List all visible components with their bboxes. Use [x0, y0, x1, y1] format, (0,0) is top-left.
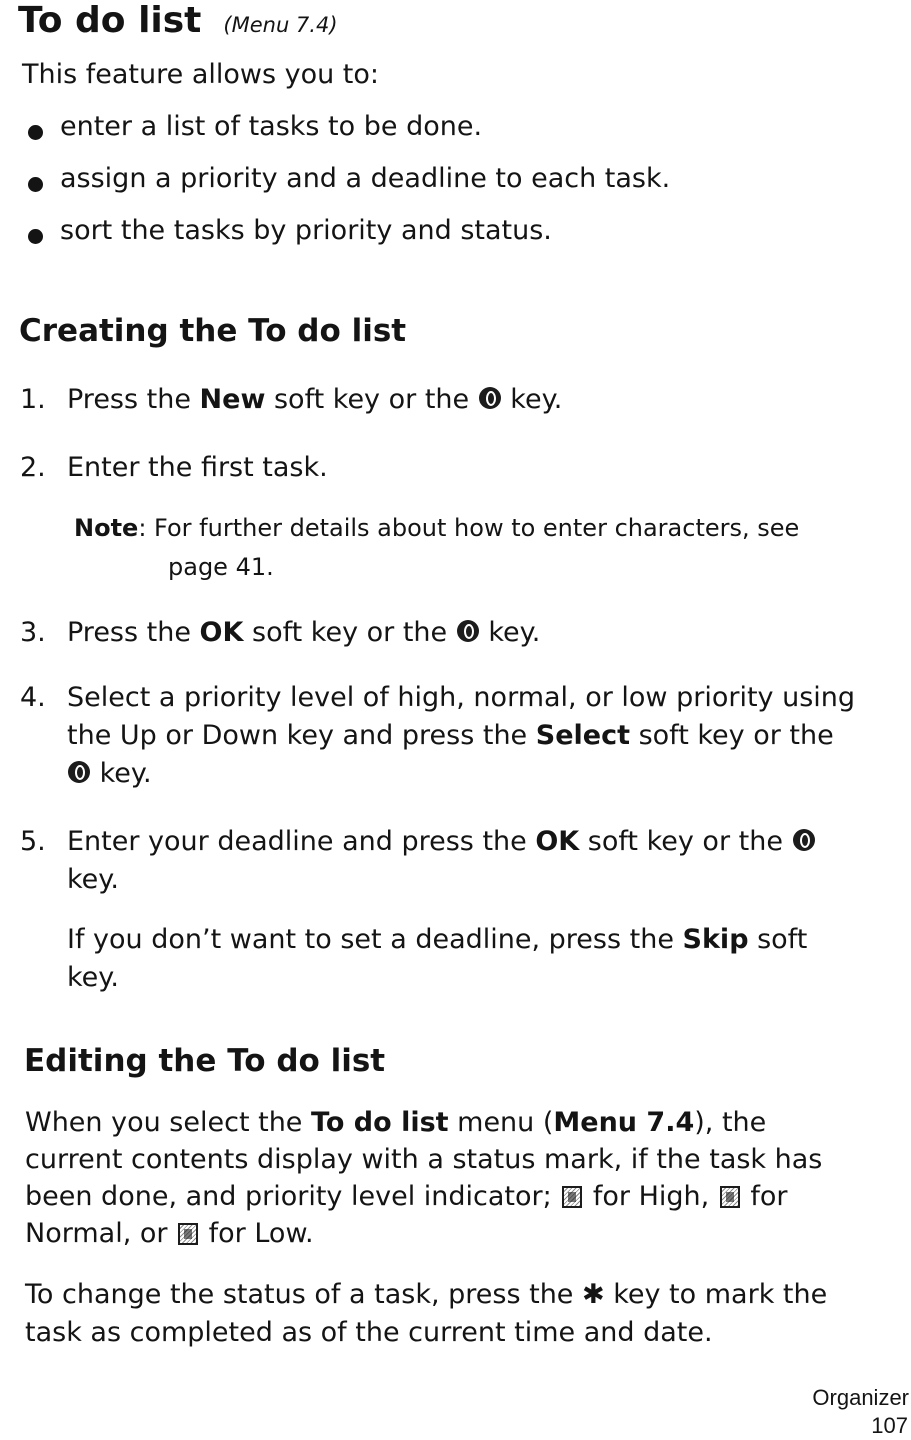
bullet-item: enter a list of tasks to be done. — [60, 111, 483, 142]
priority-normal-icon — [720, 1186, 740, 1208]
bullet-dot — [28, 177, 43, 192]
step-5-text: Enter your deadline and press the OK soft key or the — [67, 826, 816, 857]
step-4-text: Select a priority level of high, normal, or low priority using — [67, 682, 856, 713]
priority-low-icon — [178, 1223, 198, 1245]
step-number: 3. — [20, 617, 46, 648]
step-4-text-end: key. — [67, 758, 152, 789]
note-text-continued: page 41. — [168, 553, 274, 581]
ok-key-icon — [68, 761, 90, 783]
step-5-text-continued: key. — [67, 864, 119, 895]
bullet-dot — [28, 229, 43, 244]
step-4-text-continued: the Up or Down key and press the Select soft key or the — [67, 720, 834, 751]
ok-key-icon — [479, 387, 501, 409]
step-number: 5. — [20, 826, 46, 857]
page-title — [18, 0, 338, 41]
step-2-text: Enter the first task. — [67, 452, 328, 483]
footer-section: Organizer — [812, 1385, 909, 1410]
step-3-text: Press the OK soft key or the key. — [67, 617, 541, 648]
page-number: 107 — [871, 1413, 908, 1438]
editing-paragraph-line: Normal, or for Low. — [25, 1218, 314, 1249]
skip-text: If you don’t want to set a deadline, press the Skip soft — [67, 924, 808, 955]
priority-high-icon — [562, 1186, 582, 1208]
intro-text: This feature allows you to: — [22, 59, 380, 90]
star-key-icon: ✱ — [582, 1279, 605, 1310]
bullet-dot — [28, 125, 43, 140]
step-number: 4. — [20, 682, 46, 713]
ok-key-icon — [793, 829, 815, 851]
note-text: Note: For further details about how to enter characters, see — [74, 514, 800, 542]
bullet-item: assign a priority and a deadline to each task. — [60, 163, 671, 194]
status-paragraph-line: task as completed as of the current time and date. — [25, 1317, 713, 1348]
step-number: 1. — [20, 384, 46, 415]
step-1-text: Press the New soft key or the key. — [67, 384, 563, 415]
bullet-item: sort the tasks by priority and status. — [60, 215, 552, 246]
skip-text-continued: key. — [67, 962, 119, 993]
status-paragraph-line: To change the status of a task, press the ✱ key to mark the — [25, 1279, 828, 1310]
title-text: To do list — [18, 0, 202, 41]
step-number: 2. — [20, 452, 46, 483]
section-heading-editing: Editing the To do list — [24, 1043, 386, 1079]
section-heading-creating: Creating the To do list — [19, 313, 407, 349]
editing-paragraph-line: When you select the To do list menu (Menu 7.4), the — [25, 1107, 767, 1138]
menu-reference: (Menu 7.4) — [223, 13, 338, 37]
editing-paragraph-line: current contents display with a status mark, if the task has — [25, 1144, 823, 1175]
editing-paragraph-line: been done, and priority level indicator; for High, for — [25, 1181, 788, 1212]
ok-key-icon — [457, 620, 479, 642]
